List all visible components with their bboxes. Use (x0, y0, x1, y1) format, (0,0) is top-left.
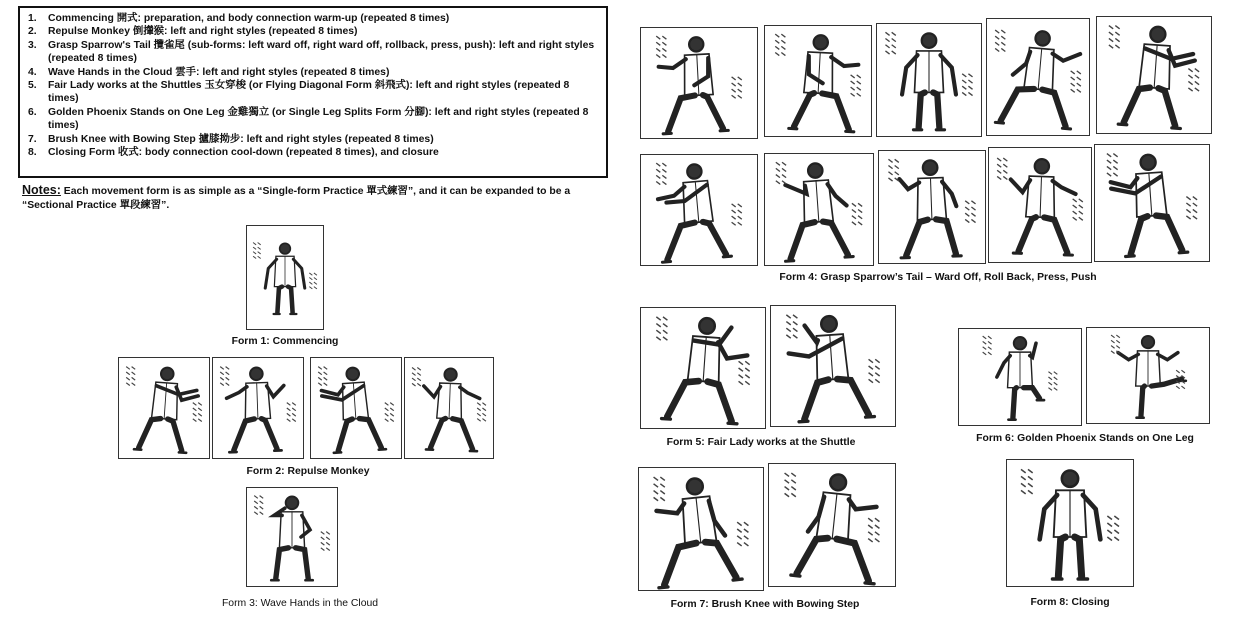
forms-list (28, 12, 600, 159)
figure-head (280, 243, 291, 254)
list-item: 8. Closing Form 收式: body connection cool-down (repeated 8 times), and closure (28, 147, 439, 159)
form8-illustration (1006, 459, 1134, 587)
figure-right-leg (936, 219, 956, 255)
figure-left-leg (139, 417, 161, 449)
figure-head (821, 316, 838, 333)
figure-drawing (771, 306, 895, 426)
figure-drawing (879, 151, 985, 263)
figure-left-foot (662, 419, 671, 420)
figure-drawing (769, 464, 895, 586)
figure-right-leg (1156, 88, 1178, 126)
figure-drawing (959, 329, 1081, 425)
figure-drawing (1087, 328, 1209, 423)
figure-left-arm (656, 503, 685, 515)
figure-left-leg (919, 92, 925, 127)
list-item: 2. Repulse Monkey 倒攆猴: left and right styles (repeated 8 times) (28, 26, 358, 38)
figure-head (922, 33, 937, 48)
figure-left-leg (1018, 217, 1036, 252)
figure-left-leg (233, 419, 256, 450)
form4-illustration-6 (640, 154, 758, 266)
figure-drawing (765, 154, 873, 265)
figure-left-foot (334, 452, 341, 453)
figure-left-leg (667, 379, 698, 419)
figure-head (813, 35, 828, 50)
form2-illustration-3 (310, 357, 402, 459)
figure-left-arm (658, 59, 686, 69)
figure-right-leg (705, 382, 734, 422)
figure-left-arm (1010, 179, 1030, 192)
notes-paragraph (22, 183, 612, 213)
form4-illustration-9 (988, 147, 1092, 263)
form8-caption: Form 8: Closing (1030, 597, 1110, 608)
figure-head (687, 164, 702, 179)
figure-right-arm (1030, 343, 1036, 357)
figure-right-foot (866, 417, 875, 418)
figure-left-foot (662, 262, 670, 263)
figure-left-leg (1058, 537, 1065, 577)
figure-left-foot (1126, 256, 1135, 257)
figure-head (808, 163, 823, 178)
form4-illustration-1 (640, 27, 758, 139)
form4-illustration-7 (764, 153, 874, 266)
form4-illustration-2 (764, 25, 872, 137)
figure-head (250, 367, 263, 380)
figure-head (1035, 31, 1050, 46)
figure-head (1014, 337, 1026, 349)
figure-head (1140, 154, 1156, 170)
figure-right-leg (1043, 217, 1069, 253)
figure-drawing (1097, 17, 1211, 133)
form3-caption: Form 3: Wave Hands in the Cloud (221, 598, 379, 609)
figure-left-arm (226, 387, 247, 399)
figure-left-arm (899, 178, 919, 189)
form4-illustration-5 (1096, 16, 1212, 134)
figure-left-leg (802, 380, 831, 420)
figure-left-arm (423, 386, 440, 397)
figure-right-foot (179, 452, 186, 453)
form2-illustration-4 (404, 357, 494, 459)
figure-drawing (641, 155, 757, 265)
figure-left-foot (995, 122, 1003, 123)
figure-left-leg (905, 220, 929, 256)
figure-left-arm (1118, 353, 1138, 360)
figure-left-leg (1128, 216, 1150, 254)
figure-left-leg (1124, 86, 1150, 124)
figure-left-leg (788, 222, 817, 259)
figure-right-arm (717, 342, 748, 360)
form2-illustration-2 (212, 357, 304, 459)
figure-head (1034, 159, 1049, 174)
figure-head (699, 318, 716, 335)
figure-head (286, 497, 299, 510)
notes-text: Each movement form is as simple as a “Single-form Practice 單式練習”, and it can be expanded to be a “Sectional Practice 單段練習”. (22, 186, 571, 211)
figure-left-arm (321, 387, 344, 396)
figure-right-leg (1024, 388, 1040, 399)
figure-right-foot (865, 583, 874, 584)
figure-right-foot (1172, 128, 1181, 129)
figure-left-leg (1013, 388, 1017, 418)
figure-right-leg (288, 287, 293, 313)
figure-left-leg (336, 419, 354, 451)
figure-left-arm (805, 325, 818, 344)
list-item: 3. Grasp Sparrow's Tail 攬雀尾 (sub-forms: left ward off, right ward off, rollback, press, push): left and right styles (repeated 8 times) (28, 39, 595, 65)
figure-right-foot (723, 256, 731, 257)
figure-right-foot (728, 423, 737, 424)
figure-right-leg (1156, 214, 1182, 252)
form5-illustration-2 (770, 305, 896, 427)
figure-left-foot (786, 261, 794, 262)
figure-left-leg (794, 92, 814, 128)
figure-right-leg (703, 94, 723, 130)
form5-caption: Form 5: Fair Lady works at the Shuttle (666, 437, 856, 448)
figure-left-leg (797, 535, 828, 576)
figure-drawing (119, 358, 209, 458)
figure-drawing (1095, 145, 1209, 261)
figure-drawing (1007, 460, 1133, 586)
form6-caption: Form 6: Golden Phoenix Stands on One Leg (976, 433, 1194, 444)
figure-right-leg (705, 539, 736, 580)
form4-illustration-8 (878, 150, 986, 264)
list-item: 1. Commencing 開式: preparation, and body connection warm-up (repeated 8 times) (28, 13, 450, 24)
figure-left-foot (659, 587, 668, 588)
figure-right-foot (845, 257, 853, 258)
figure-right-arm (831, 57, 859, 67)
figure-right-arm (1052, 52, 1080, 63)
figure-left-arm (657, 187, 685, 200)
figure-left-leg (660, 543, 700, 585)
figure-head (829, 474, 846, 491)
list-item: 5. Fair Lady works at the Shuttles 玉女穿梭 (or Flying Diagonal Form 斜飛式): left and right styles (repeated 8 times) (28, 80, 570, 105)
figure-right-leg (452, 419, 474, 450)
figure-head (444, 368, 457, 381)
figure-left-foot (799, 421, 808, 422)
figure-drawing (987, 19, 1089, 135)
form2-caption: Form 2: Repulse Monkey (246, 466, 370, 477)
figure-right-arm (459, 387, 480, 398)
figure-drawing (213, 358, 303, 458)
figure-right-leg (703, 220, 726, 256)
figure-left-leg (1001, 86, 1035, 123)
figure-right-leg (820, 93, 850, 129)
figure-drawing (405, 358, 493, 458)
forms-list-box (18, 6, 608, 178)
figure-left-leg (666, 95, 696, 131)
figure-drawing (765, 26, 871, 136)
form7-caption: Form 7: Brush Knee with Bowing Step (670, 599, 860, 610)
figure-drawing (311, 358, 401, 458)
form4-illustration-3 (876, 23, 982, 137)
form2-illustration-1 (118, 357, 210, 459)
figure-drawing (247, 488, 337, 586)
figure-right-foot (379, 449, 386, 450)
form7-illustration-1 (638, 467, 764, 591)
figure-drawing (877, 24, 981, 136)
figure-right-leg (1075, 537, 1082, 577)
form1-caption: Form 1: Commencing (231, 336, 339, 347)
figure-right-foot (1179, 252, 1188, 253)
list-item: 7. Brush Knee with Bowing Step 攎膝拗步: left and right styles (repeated 8 times) (28, 133, 434, 145)
figure-drawing (989, 148, 1091, 262)
figure-drawing (641, 308, 765, 428)
list-item: 4. Wave Hands in the Cloud 雲手: left and right styles (repeated 8 times) (28, 66, 390, 78)
form6-illustration-1 (958, 328, 1082, 426)
figure-left-leg (277, 287, 282, 313)
figure-right-leg (1039, 90, 1068, 127)
form1-illustration (246, 225, 324, 330)
figure-drawing (247, 226, 323, 329)
figure-head (1150, 26, 1166, 42)
figure-right-leg (262, 418, 277, 449)
figure-left-arm (1111, 178, 1138, 188)
notes-label: Notes: (22, 183, 61, 197)
figure-left-leg (430, 418, 445, 448)
figure-head (1142, 336, 1154, 348)
figure-right-leg (823, 220, 848, 256)
figure-right-arm (1052, 181, 1076, 194)
figure-drawing (641, 28, 757, 138)
figure-right-leg (833, 539, 873, 581)
figure-head (689, 37, 704, 52)
figure-head (161, 367, 174, 380)
figure-left-foot (791, 575, 800, 576)
form4-caption: Form 4: Grasp Sparrow’s Tail – Ward Off, Roll Back, Press, Push (779, 272, 1097, 283)
form4-illustration-4 (986, 18, 1090, 136)
figure-left-leg (664, 223, 697, 260)
figure-head (1062, 471, 1078, 487)
figure-left-leg (276, 548, 289, 579)
figure-right-leg (837, 377, 868, 417)
form4-illustration-10 (1094, 144, 1210, 262)
figure-right-arm (1158, 353, 1178, 360)
form7-illustration-2 (768, 463, 896, 587)
figure-right-arm (267, 385, 284, 396)
figure-drawing (639, 468, 763, 590)
figure-right-foot (733, 579, 742, 580)
figure-head (923, 160, 938, 175)
form6-illustration-2 (1086, 327, 1210, 424)
list-item: 6. Golden Phoenix Stands on One Leg 金雞獨立 (or Single Leg Splits Form 分腳): left and right styles (repeated 8 times) (28, 106, 589, 132)
figure-left-foot (1118, 124, 1127, 125)
figure-right-leg (296, 548, 309, 579)
form5-illustration-1 (640, 307, 766, 429)
form3-illustration (246, 487, 338, 587)
figure-right-arm (848, 499, 877, 511)
figure-right-leg (166, 419, 184, 451)
figure-right-foot (1062, 128, 1070, 129)
figure-left-foot (134, 449, 141, 450)
figure-right-leg (359, 417, 381, 449)
figure-head (346, 367, 359, 380)
figure-head (686, 478, 703, 495)
figure-right-leg (933, 92, 939, 127)
figure-left-leg (1141, 386, 1145, 416)
